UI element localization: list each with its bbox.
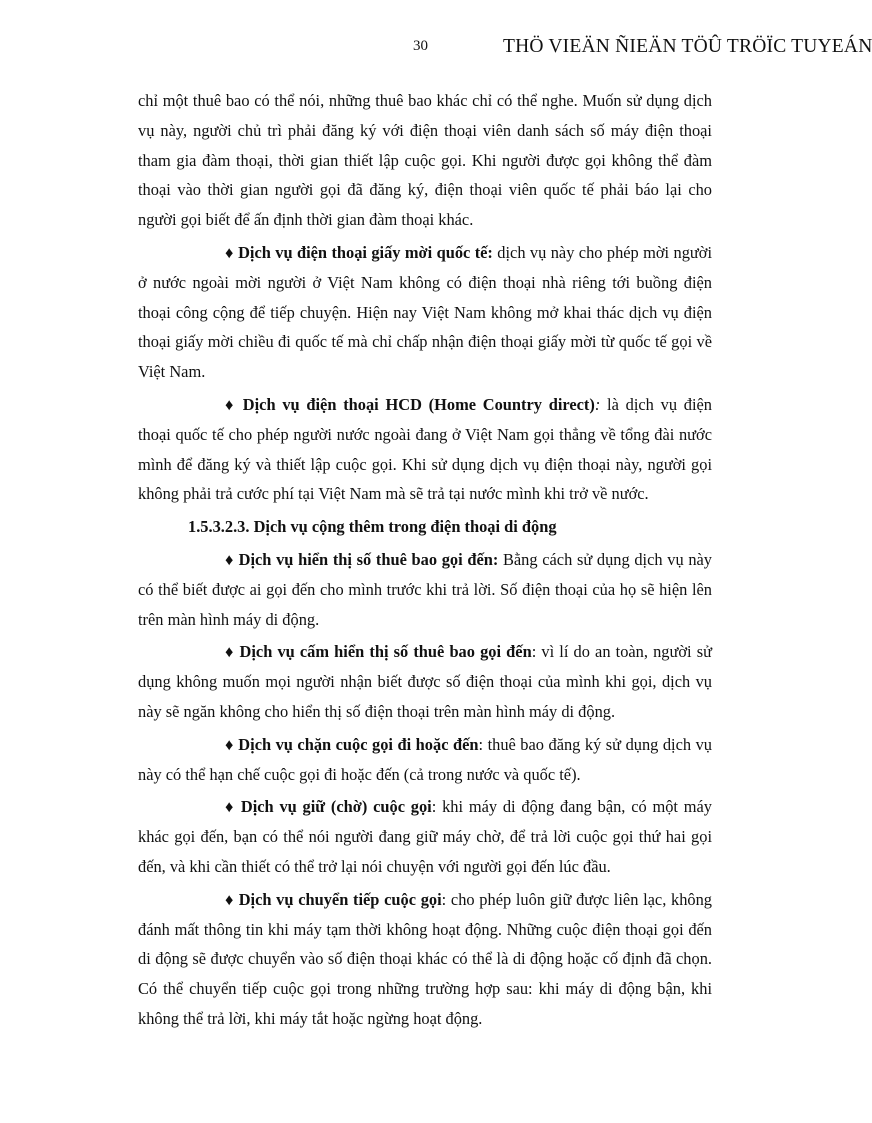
running-title: THÖ VIEÄN ÑIEÄN TÖÛ TRÖÏC TUYEÁN xyxy=(503,36,872,57)
paragraph-hcd-service xyxy=(138,390,712,509)
paragraph-invitation-call-service xyxy=(138,238,712,387)
section-heading: 1.5.3.2.3. Dịch vụ cộng thêm trong điện thoại di động xyxy=(188,517,557,537)
paragraph-text: : cho phép luôn giữ được liên lạc, không đánh mất thông tin khi máy tạm thời không hoạt động. Những cuộc điện thoại gọi đến di động sẽ được chuyển vào số điện thoại khác có thể là di động hoặc cố định đã chọn. Có thể chuyển tiếp cuộc gọi trong những trường hợp sau: khi máy di động bận, khi không thể trả lời, khi máy tắt hoặc ngừng hoạt động. xyxy=(138,889,712,1028)
service-term: ♦ Dịch vụ giữ (chờ) cuộc gọi xyxy=(225,797,432,817)
service-term: ♦ Dịch vụ cấm hiển thị số thuê bao gọi đến xyxy=(225,642,532,662)
paragraph-text: chỉ một thuê bao có thể nói, những thuê bao khác chỉ có thể nghe. Muốn sử dụng dịch vụ này, người chủ trì phải đăng ký với điện thoại viên danh sách số máy điện thoại tham gia đàm thoại, thời gian thiết lập cuộc gọi. Khi người được gọi không thể đàm thoại vào thời gian người gọi đã đăng ký, điện thoại viên quốc tế phải báo lại cho người gọi biết để ấn định thời gian đàm thoại khác. xyxy=(138,91,712,230)
term-separator: : xyxy=(594,394,601,414)
paragraph-text: : thuê bao đăng ký sử dụng dịch vụ này có thể hạn chế cuộc gọi đi hoặc đến (cả trong nước và quốc tế). xyxy=(138,734,712,784)
paragraph-text: là dịch vụ điện thoại quốc tế cho phép người nước ngoài đang ở Việt Nam gọi thẳng về tổng đài nước mình để đăng ký và thiết lập cuộc gọi. Khi sử dụng dịch vụ điện thoại này, người gọi không phải trả cước phí tại Việt Nam mà sẽ trả tại nước mình khi trở về nước. xyxy=(138,394,712,504)
service-term: ♦ Dịch vụ chuyển tiếp cuộc gọi xyxy=(225,889,442,909)
paragraph-text: : vì lí do an toàn, người sử dụng không muốn mọi người nhận biết được số điện thoại của mình khi gọi, dịch vụ này sẽ ngăn không cho hiển thị số điện thoại trên màn hình máy di động. xyxy=(138,642,712,721)
paragraph-text: : khi máy di động đang bận, có một máy khác gọi đến, bạn có thể nói người đang giữ máy chờ, để trả lời cuộc gọi thứ hai gọi đến, và khi cần thiết có thể trở lại nói chuyện với người gọi đến lúc đầu. xyxy=(138,797,712,876)
paragraph-call-forwarding-service xyxy=(138,885,712,1034)
service-term: ♦ Dịch vụ hiển thị số thuê bao gọi đến: xyxy=(225,549,499,569)
service-term: ♦ Dịch vụ chặn cuộc gọi đi hoặc đến xyxy=(225,734,479,754)
paragraph-call-barring-service xyxy=(138,730,712,790)
paragraph-call-waiting-service xyxy=(138,792,712,881)
paragraph-caller-id-service xyxy=(138,545,712,634)
page-number: 30 xyxy=(413,38,428,54)
paragraph-caller-id-block-service xyxy=(138,637,712,726)
service-term: ♦ Dịch vụ điện thoại HCD (Home Country direct) xyxy=(225,394,595,414)
paragraph-text: Bằng cách sử dụng dịch vụ này có thể biết được ai gọi đến cho mình trước khi trả lời. Số điện thoại của họ sẽ hiện lên trên màn hình máy di động. xyxy=(138,549,712,629)
paragraph-conference-call-continued xyxy=(138,86,712,235)
document-body xyxy=(138,86,712,1037)
page-header xyxy=(0,36,872,62)
service-term: ♦ Dịch vụ điện thoại giấy mời quốc tế: xyxy=(225,242,493,262)
paragraph-text: dịch vụ này cho phép mời người ở nước ngoài mời người ở Việt Nam không có điện thoại nhà riêng tới buồng điện thoại công cộng để tiếp chuyện. Hiện nay Việt Nam không mở khai thác dịch vụ điện thoại giấy mời chiều đi quốc tế mà chỉ chấp nhận điện thoại giấy mời từ quốc tế gọi về Việt Nam. xyxy=(138,242,713,382)
